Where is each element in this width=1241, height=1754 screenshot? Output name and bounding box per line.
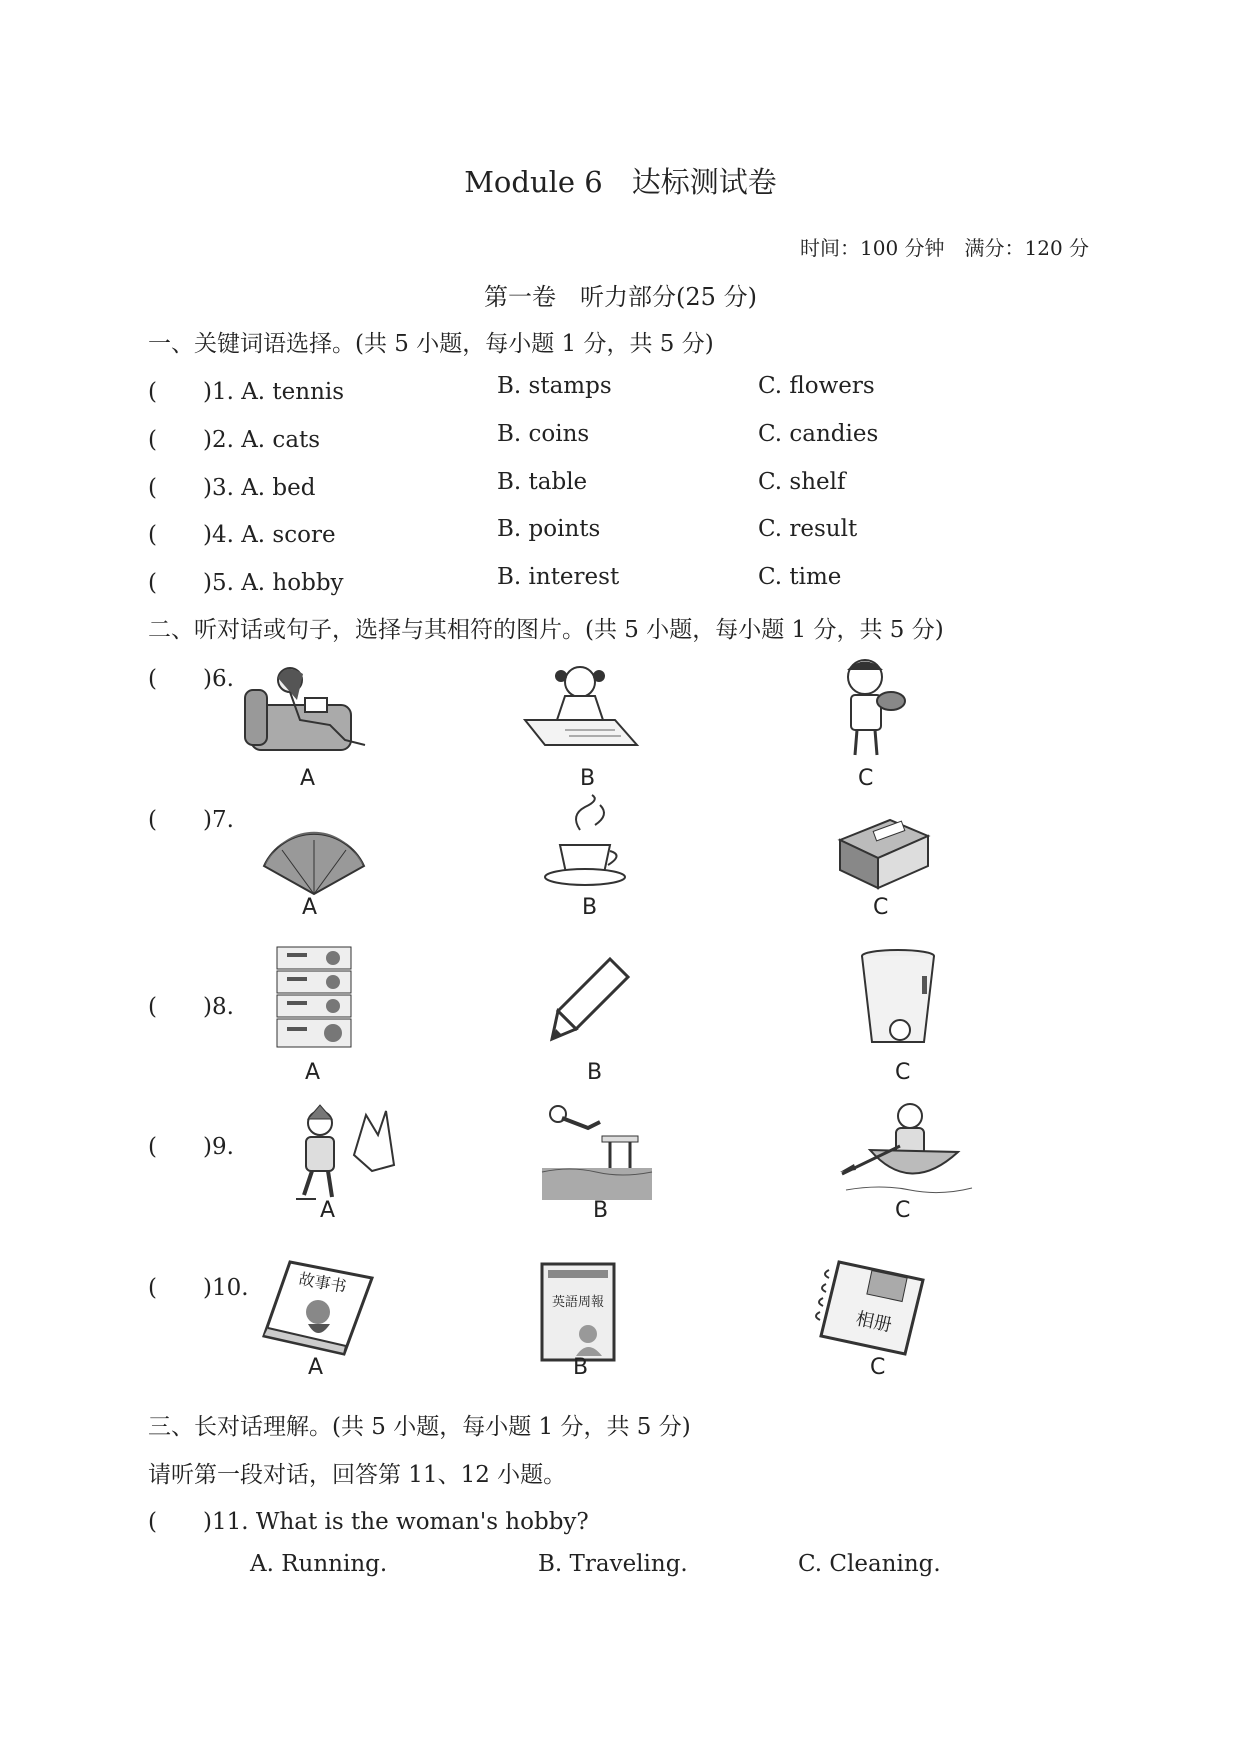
girl-writing-picture [525, 660, 640, 755]
q7-option-c-label: C [873, 895, 889, 920]
q8-stem: ( )8. [148, 994, 234, 1020]
q3-stem: ( )3. A. bed [148, 475, 316, 501]
q6-option-a-label: A [300, 766, 316, 791]
q5-option-b: B. interest [497, 564, 620, 590]
q11-option-c: C. Cleaning. [798, 1551, 941, 1577]
q8-option-a-label: A [305, 1060, 321, 1085]
child-skating-picture [268, 1105, 398, 1210]
q2-stem: ( )2. A. cats [148, 427, 321, 453]
q9-option-b-label: B [593, 1198, 609, 1223]
q8-option-c-label: C [895, 1060, 911, 1085]
q11-option-b: B. Traveling. [538, 1551, 688, 1577]
q9-stem: ( )9. [148, 1134, 234, 1160]
q4-option-c: C. result [758, 516, 858, 542]
story-book-picture [260, 1258, 375, 1358]
part-heading: 第一卷 听力部分(25 分) [484, 283, 757, 311]
q1-option-c: C. flowers [758, 373, 875, 399]
q9-option-a-label: A [320, 1198, 336, 1223]
boy-eating-hamburger-picture [825, 655, 910, 760]
q10-option-c-label: C [870, 1355, 886, 1380]
exam-meta: 时间：100 分钟 满分：120 分 [800, 236, 1090, 260]
q6-stem: ( )6. [148, 666, 234, 692]
hot-cup-of-tea-picture [540, 795, 635, 890]
section3-instruction: 请听第一段对话，回答第 11、12 小题。 [148, 1462, 567, 1488]
page-title: Module 6 达标测试卷 [464, 165, 777, 199]
q5-option-c: C. time [758, 564, 842, 590]
folding-fan-picture [262, 828, 367, 898]
q10-stem: ( )10. [148, 1275, 249, 1301]
q2-option-c: C. candies [758, 421, 879, 447]
q7-option-a-label: A [302, 895, 318, 920]
section1-heading: 一、关键词语选择。(共 5 小题，每小题 1 分，共 5 分) [148, 331, 714, 357]
glass-with-ball-picture [858, 948, 938, 1048]
section2-heading: 二、听对话或句子，选择与其相符的图片。(共 5 小题，每小题 1 分，共 5 分) [148, 617, 944, 643]
q8-option-b-label: B [587, 1060, 603, 1085]
photo-album-picture [815, 1258, 930, 1358]
album-title: 相册 [853, 1308, 894, 1337]
q3-option-c: C. shelf [758, 469, 846, 495]
q10-option-a-label: A [308, 1355, 324, 1380]
q2-option-b: B. coins [497, 421, 590, 447]
q1-stem: ( )1. A. tennis [148, 379, 345, 405]
q6-option-c-label: C [858, 766, 874, 791]
q7-stem: ( )7. [148, 807, 234, 833]
story-book-title: 故事书 [297, 1269, 348, 1297]
q4-option-b: B. points [497, 516, 601, 542]
woman-reading-on-sofa-picture [245, 660, 370, 760]
q5-stem: ( )5. A. hobby [148, 570, 344, 596]
man-rowing-boat-picture [840, 1100, 975, 1205]
newspaper-title: 英語周報 [552, 1295, 605, 1310]
q10-option-b-label: B [573, 1355, 589, 1380]
q3-option-b: B. table [497, 469, 588, 495]
q4-stem: ( )4. A. score [148, 522, 336, 548]
section3-heading: 三、长对话理解。(共 5 小题，每小题 1 分，共 5 分) [148, 1414, 691, 1440]
newspaper-picture [540, 1262, 618, 1362]
q9-option-c-label: C [895, 1198, 911, 1223]
q6-option-b-label: B [580, 766, 596, 791]
man-diving-into-pool-picture [540, 1100, 655, 1205]
q11-option-a: A. Running. [250, 1551, 388, 1577]
thick-book-picture [830, 810, 930, 895]
q11-stem: ( )11. What is the woman's hobby? [148, 1509, 589, 1535]
pencil-picture [548, 955, 633, 1045]
banknotes-picture [275, 945, 353, 1050]
q7-option-b-label: B [582, 895, 598, 920]
q1-option-b: B. stamps [497, 373, 612, 399]
